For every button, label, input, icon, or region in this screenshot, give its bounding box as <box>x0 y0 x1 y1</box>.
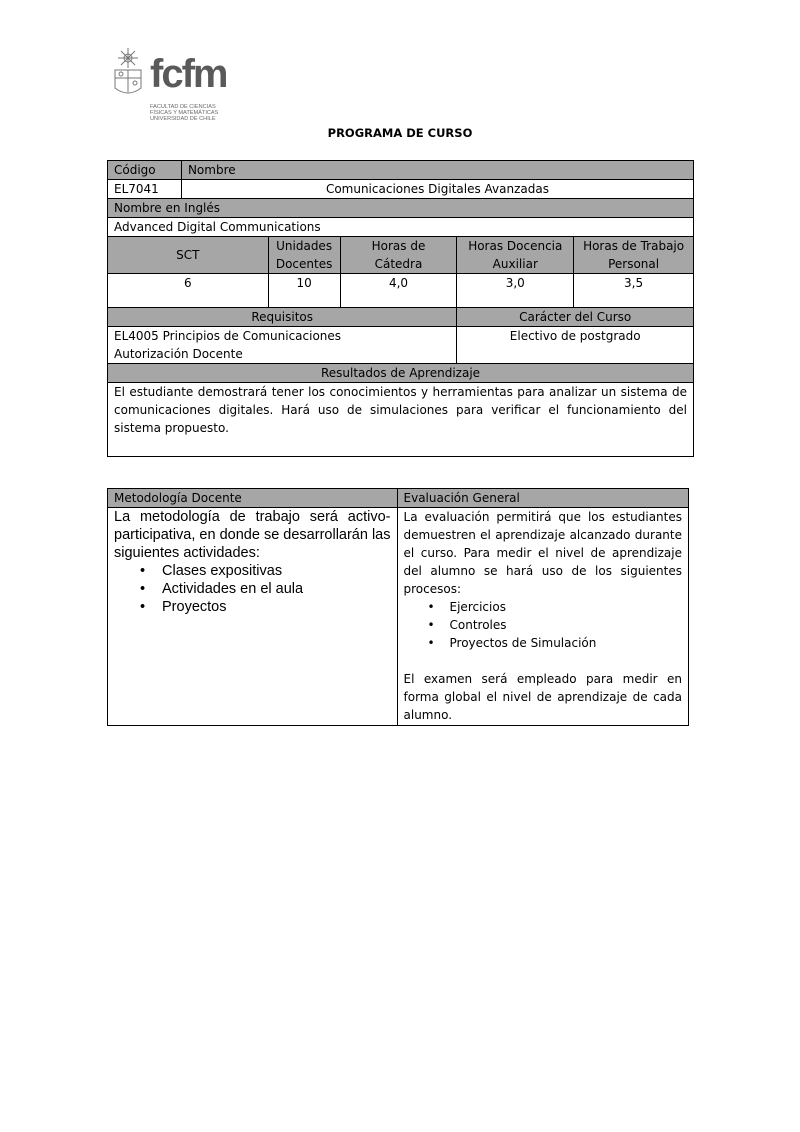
english-name: Advanced Digital Communications <box>108 218 694 237</box>
sct-header: SCT <box>108 237 269 274</box>
table-row <box>108 161 694 180</box>
fcfm-logo <box>112 48 242 128</box>
list-item: • Proyectos de Simulación <box>450 634 682 652</box>
table-row <box>108 180 694 199</box>
metodologia-cell <box>108 508 398 726</box>
resultados-label: Resultados de Aprendizaje <box>108 364 694 383</box>
list-item: • Actividades en el aula <box>162 580 391 598</box>
course-code: EL7041 <box>108 180 182 199</box>
course-name: Comunicaciones Digitales Avanzadas <box>181 180 693 199</box>
university-seal-icon <box>112 48 144 98</box>
table-row <box>108 489 689 508</box>
table-row <box>108 364 694 383</box>
table-row <box>108 308 694 327</box>
caracter-label: Carácter del Curso <box>457 308 694 327</box>
evaluacion-cell <box>397 508 688 726</box>
english-name-label: Nombre en Inglés <box>108 199 694 218</box>
unidades-header: Unidades Docentes <box>268 237 340 274</box>
list-item: • Proyectos <box>162 598 391 616</box>
auxiliar-value: 3,0 <box>457 274 574 308</box>
caracter-value: Electivo de postgrado <box>457 327 694 364</box>
table-row <box>108 327 694 364</box>
evaluacion-label: Evaluación General <box>397 489 688 508</box>
table-row <box>108 274 694 308</box>
requisitos-label: Requisitos <box>108 308 457 327</box>
evaluacion-closing: El examen será empleado para medir en forma global el nivel de aprendizaje de cada alumno. <box>403 672 682 722</box>
table-row <box>108 237 694 274</box>
code-label: Código <box>108 161 182 180</box>
logo-wordmark: fcfm <box>150 52 227 96</box>
personal-value: 3,5 <box>574 274 694 308</box>
personal-header: Horas de Trabajo Personal <box>574 237 694 274</box>
requisito-item: EL4005 Principios de Comunicaciones <box>114 329 342 343</box>
table-row <box>108 383 694 457</box>
metodologia-label: Metodología Docente <box>108 489 398 508</box>
metodologia-list <box>114 562 391 616</box>
list-item: • Clases expositivas <box>162 562 391 580</box>
page-title: PROGRAMA DE CURSO <box>327 126 473 140</box>
requisito-item: Autorización Docente <box>114 347 243 361</box>
name-label: Nombre <box>181 161 693 180</box>
evaluacion-list <box>404 598 682 652</box>
resultados-text: El estudiante demostrará tener los conocimientos y herramientas para analizar un sistema de comunicaciones digitales. Hará uso de simulaciones para verificar el funcionamiento del sistema propuesto. <box>108 383 694 457</box>
unidades-value: 10 <box>268 274 340 308</box>
auxiliar-header: Horas Docencia Auxiliar <box>457 237 574 274</box>
catedra-header: Horas de Cátedra <box>340 237 457 274</box>
catedra-value: 4,0 <box>340 274 457 308</box>
list-item: • Controles <box>450 616 682 634</box>
sct-value: 6 <box>108 274 269 308</box>
table-row <box>108 218 694 237</box>
list-item: • Ejercicios <box>450 598 682 616</box>
table-row <box>108 508 689 726</box>
table-row <box>108 199 694 218</box>
requisitos-value <box>108 327 457 364</box>
logo-subtitle: FACULTAD DE CIENCIAS FÍSICAS Y MATEMÁTICAS UNIVERSIDAD DE CHILE <box>150 104 219 122</box>
methodology-table <box>107 488 689 726</box>
metodologia-text: La metodología de trabajo será activo-participativa, en donde se desarrollarán las siguientes actividades: <box>114 509 391 561</box>
course-info-table <box>107 160 694 457</box>
evaluacion-text: La evaluación permitirá que los estudiantes demuestren el aprendizaje alcanzado durante el curso. Para medir el nivel de aprendizaje del alumno se hará uso de los siguientes procesos: <box>403 510 682 596</box>
